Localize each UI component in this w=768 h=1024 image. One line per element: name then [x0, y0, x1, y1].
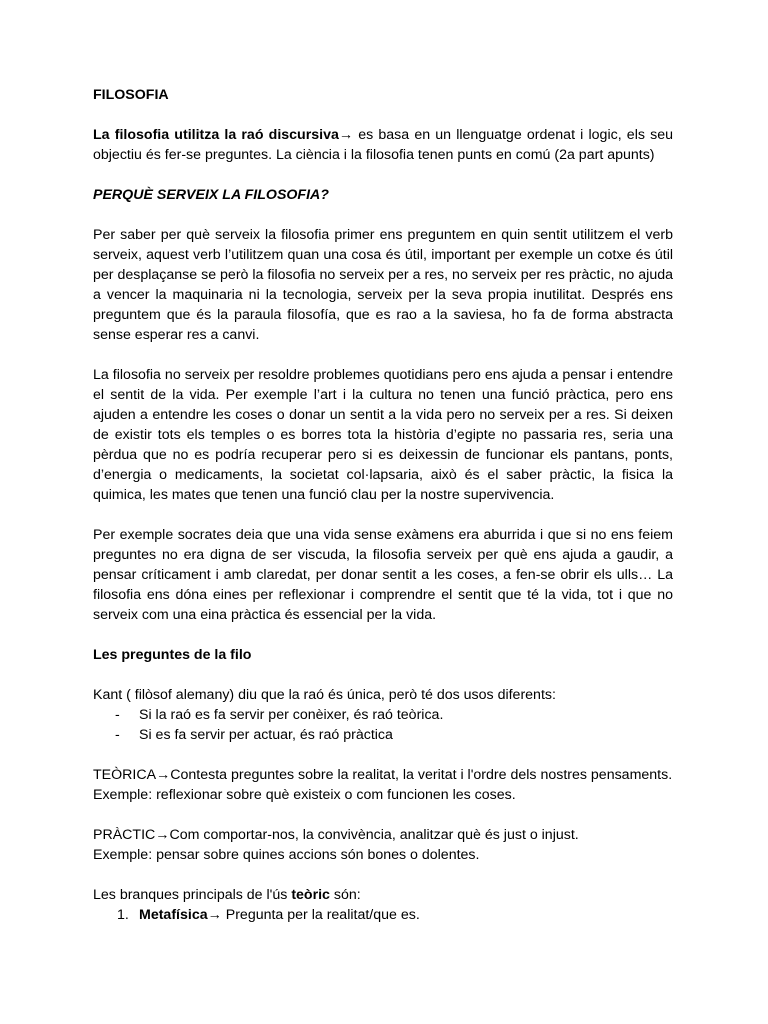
paragraph-1: Per saber per què serveix la filosofia primer ens preguntem en quin sentit utilitzem el verb serveix, aquest verb l’utilitzem quan una cosa és útil, important per exemple un cotxe és útil per desplaçanse se però la filosofia no serveix per a res, no serveix per res pràctic, no ajuda a vencer la maquinaria ni la tecnologia, serveix per la seva propia inutilitat. Després ens preguntem que és la paraula filosofía, que es rao a la saviesa, ho fa de forma abstracta sense esperar res a canvi. — [93, 227, 673, 343]
branch-description: → Pregunta per la realitat/que es. — [207, 907, 420, 923]
practic-line: PRÀCTIC→Com comportar-nos, la convivència, analitzar què és just o injust. — [93, 827, 579, 843]
teorica-example: Exemple: reflexionar sobre què existeix o com funcionen les coses. — [93, 787, 516, 803]
intro-rest: → es basa en un llenguatge ordenat i logic, els seu objectiu és fer-se preguntes. La ciència i la filosofia tenen punts en comú (2a part apunts) — [93, 127, 673, 163]
spacer — [93, 805, 673, 825]
branches-bold: teòric — [291, 887, 330, 903]
spacer — [93, 165, 673, 185]
list-item — [93, 705, 673, 725]
section-heading-perque: PERQUÈ SERVEIX LA FILOSOFIA? — [93, 187, 329, 203]
list-item-text: Si la raó es fa servir per conèixer, és raó teòrica. — [139, 707, 444, 723]
list-item-text: Si es fa servir per actuar, és raó pràctica — [139, 727, 393, 743]
section-heading-preguntes: Les preguntes de la filo — [93, 647, 252, 663]
spacer — [93, 665, 673, 685]
branches-list — [93, 905, 673, 925]
spacer — [93, 205, 673, 225]
spacer — [93, 865, 673, 885]
number-marker: 1. — [117, 907, 129, 923]
spacer — [93, 105, 673, 125]
branch-name: Metafísica — [139, 907, 208, 923]
paragraph-2: La filosofia no serveix per resoldre problemes quotidians pero ens ajuda a pensar i entendre el sentit de la vida. Per exemple l’art i la cultura no tenen una funció pràctica, pero ens ajuden a entendre les coses o donar un sentit a la vida pero no serveix per a res. Si deixen de existir tots els temples o es borres tota la història d’egipte no passaria res, seria una pèrdua que no es podría recuperar pero si es deixessin de funcionar els pantans, ponts, d’energia o medicaments, la societat col·lapsaria, això és el saber pràctic, la fisica la quimica, les mates que tenen una funció clau per la nostre supervivencia. — [93, 367, 673, 503]
spacer — [93, 345, 673, 365]
kant-line: Kant ( filòsof alemany) diu que la raó és única, però té dos usos diferents: — [93, 687, 556, 703]
intro-paragraph — [93, 125, 673, 165]
dash-marker: - — [115, 727, 120, 743]
paragraph-3: Per exemple socrates deia que una vida sense exàmens era aburrida i que si no ens feiem preguntes no era digna de ser viscuda, la filosofia serveix per què ens ajuda a gaudir, a pensar críticament i amb claredat, per donar sentit a les coses, a fen-se obrir els ulls… La filosofia ens dóna eines per reflexionar i comprendre el sentit que té la vida, tot i que no serveix com una eina pràctica és essencial per la vida. — [93, 527, 673, 623]
spacer — [93, 625, 673, 645]
dash-marker: - — [115, 707, 120, 723]
branches-post: són: — [329, 887, 361, 903]
document-page — [93, 85, 673, 925]
branches-line — [93, 885, 673, 905]
spacer — [93, 745, 673, 765]
intro-bold: La filosofia utilitza la raó discursiva — [93, 127, 339, 143]
document-title: FILOSOFIA — [93, 87, 169, 103]
teorica-line: TEÒRICA→Contesta preguntes sobre la realitat, la veritat i l'ordre dels nostres pensaments. — [93, 767, 673, 783]
list-item — [93, 725, 673, 745]
practic-example: Exemple: pensar sobre quines accions són bones o dolentes. — [93, 847, 480, 863]
branches-pre: Les branques principals de l'ús — [93, 887, 292, 903]
list-item — [93, 905, 673, 925]
uses-list — [93, 705, 673, 745]
spacer — [93, 505, 673, 525]
